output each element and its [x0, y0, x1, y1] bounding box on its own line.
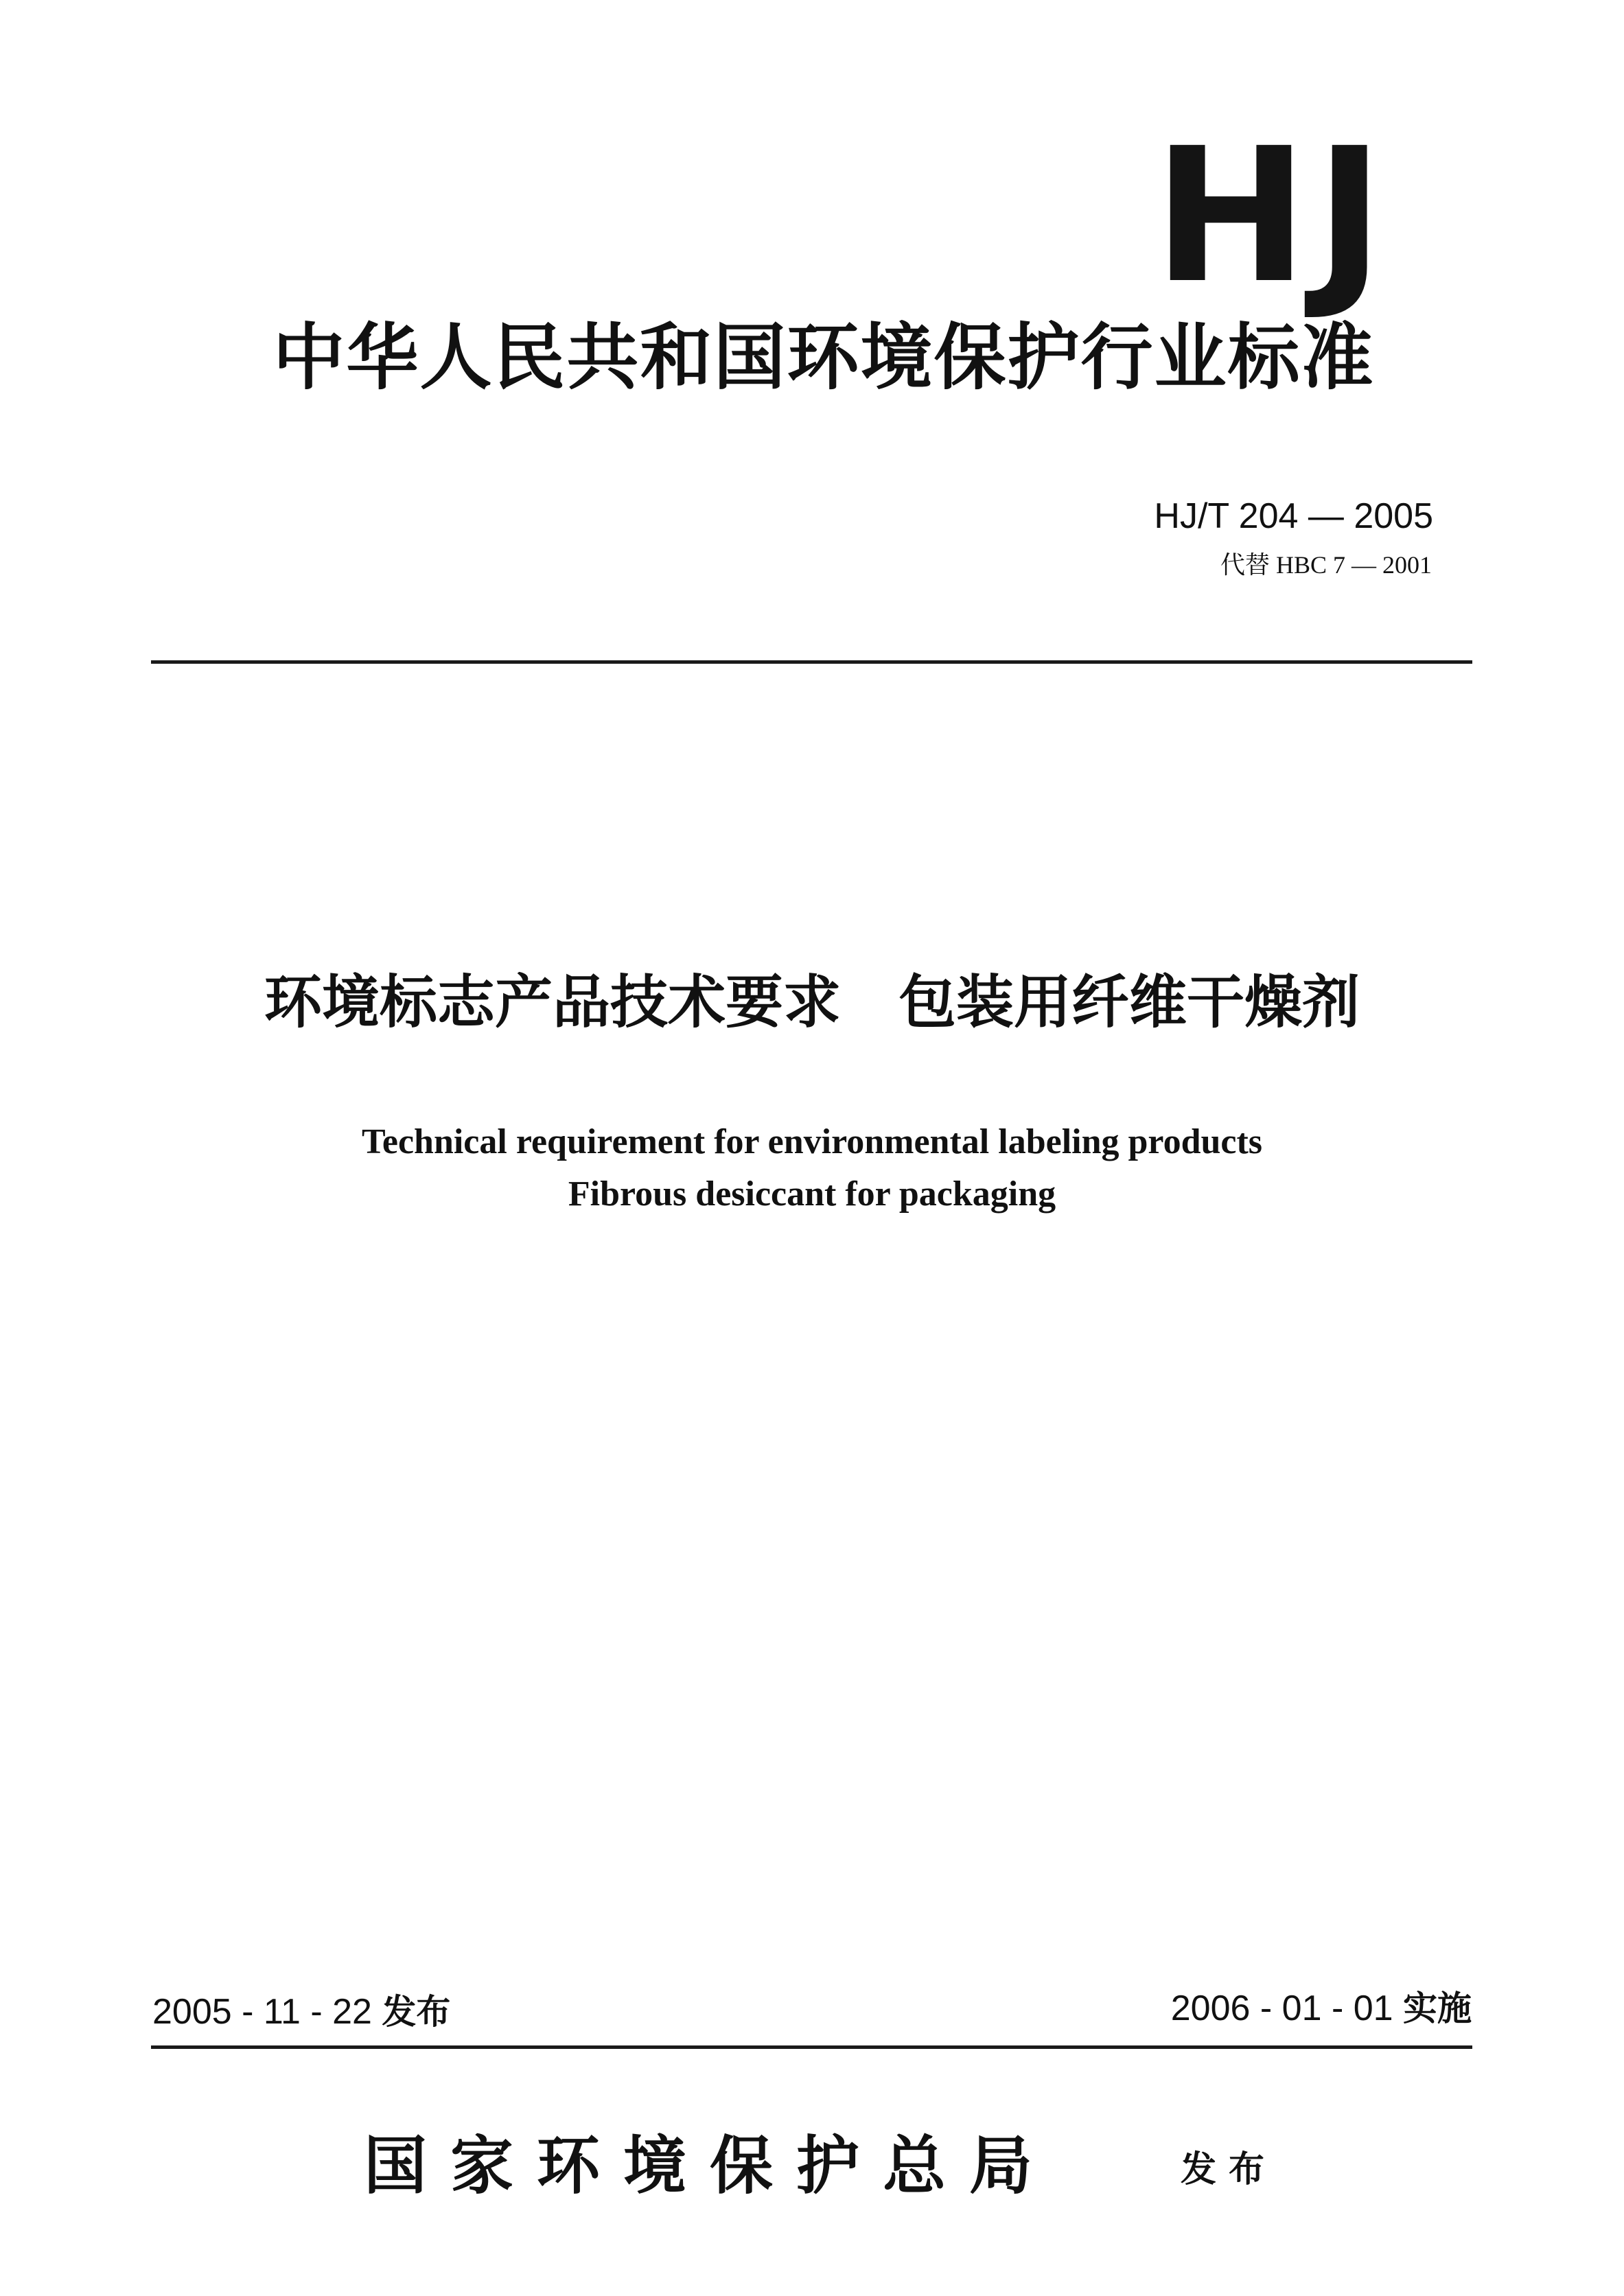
standard-number: HJ/T 204 — 2005	[1154, 496, 1433, 536]
document-title-en-line1: Technical requirement for environmental labeling products	[361, 1122, 1263, 1161]
document-title-zh: 环境标志产品技术要求 包装用纤维干燥剂	[264, 969, 1360, 1036]
top-divider	[151, 660, 1472, 664]
publisher-name: 国家环境保护总局	[364, 2129, 1056, 2203]
hj-logo: HJ	[1153, 108, 1391, 324]
effective-label: 实施	[1403, 1988, 1472, 2028]
bottom-divider	[151, 2045, 1472, 2049]
issue-date-block	[152, 1989, 450, 2034]
publisher-action: 发布	[1181, 2148, 1277, 2190]
agency-title: 中华人民共和国环境保护行业标准	[272, 314, 1375, 399]
effective-date: 2006 - 01 - 01	[1170, 1988, 1393, 2028]
replaces-note: 代替 HBC 7 — 2001	[1220, 551, 1432, 579]
issue-label: 发布	[382, 1992, 451, 2032]
effective-date-block	[1171, 1986, 1472, 2031]
issue-date: 2005 - 11 - 22	[152, 1992, 372, 2032]
document-title-en-line2: Fibrous desiccant for packaging	[568, 1174, 1056, 1214]
